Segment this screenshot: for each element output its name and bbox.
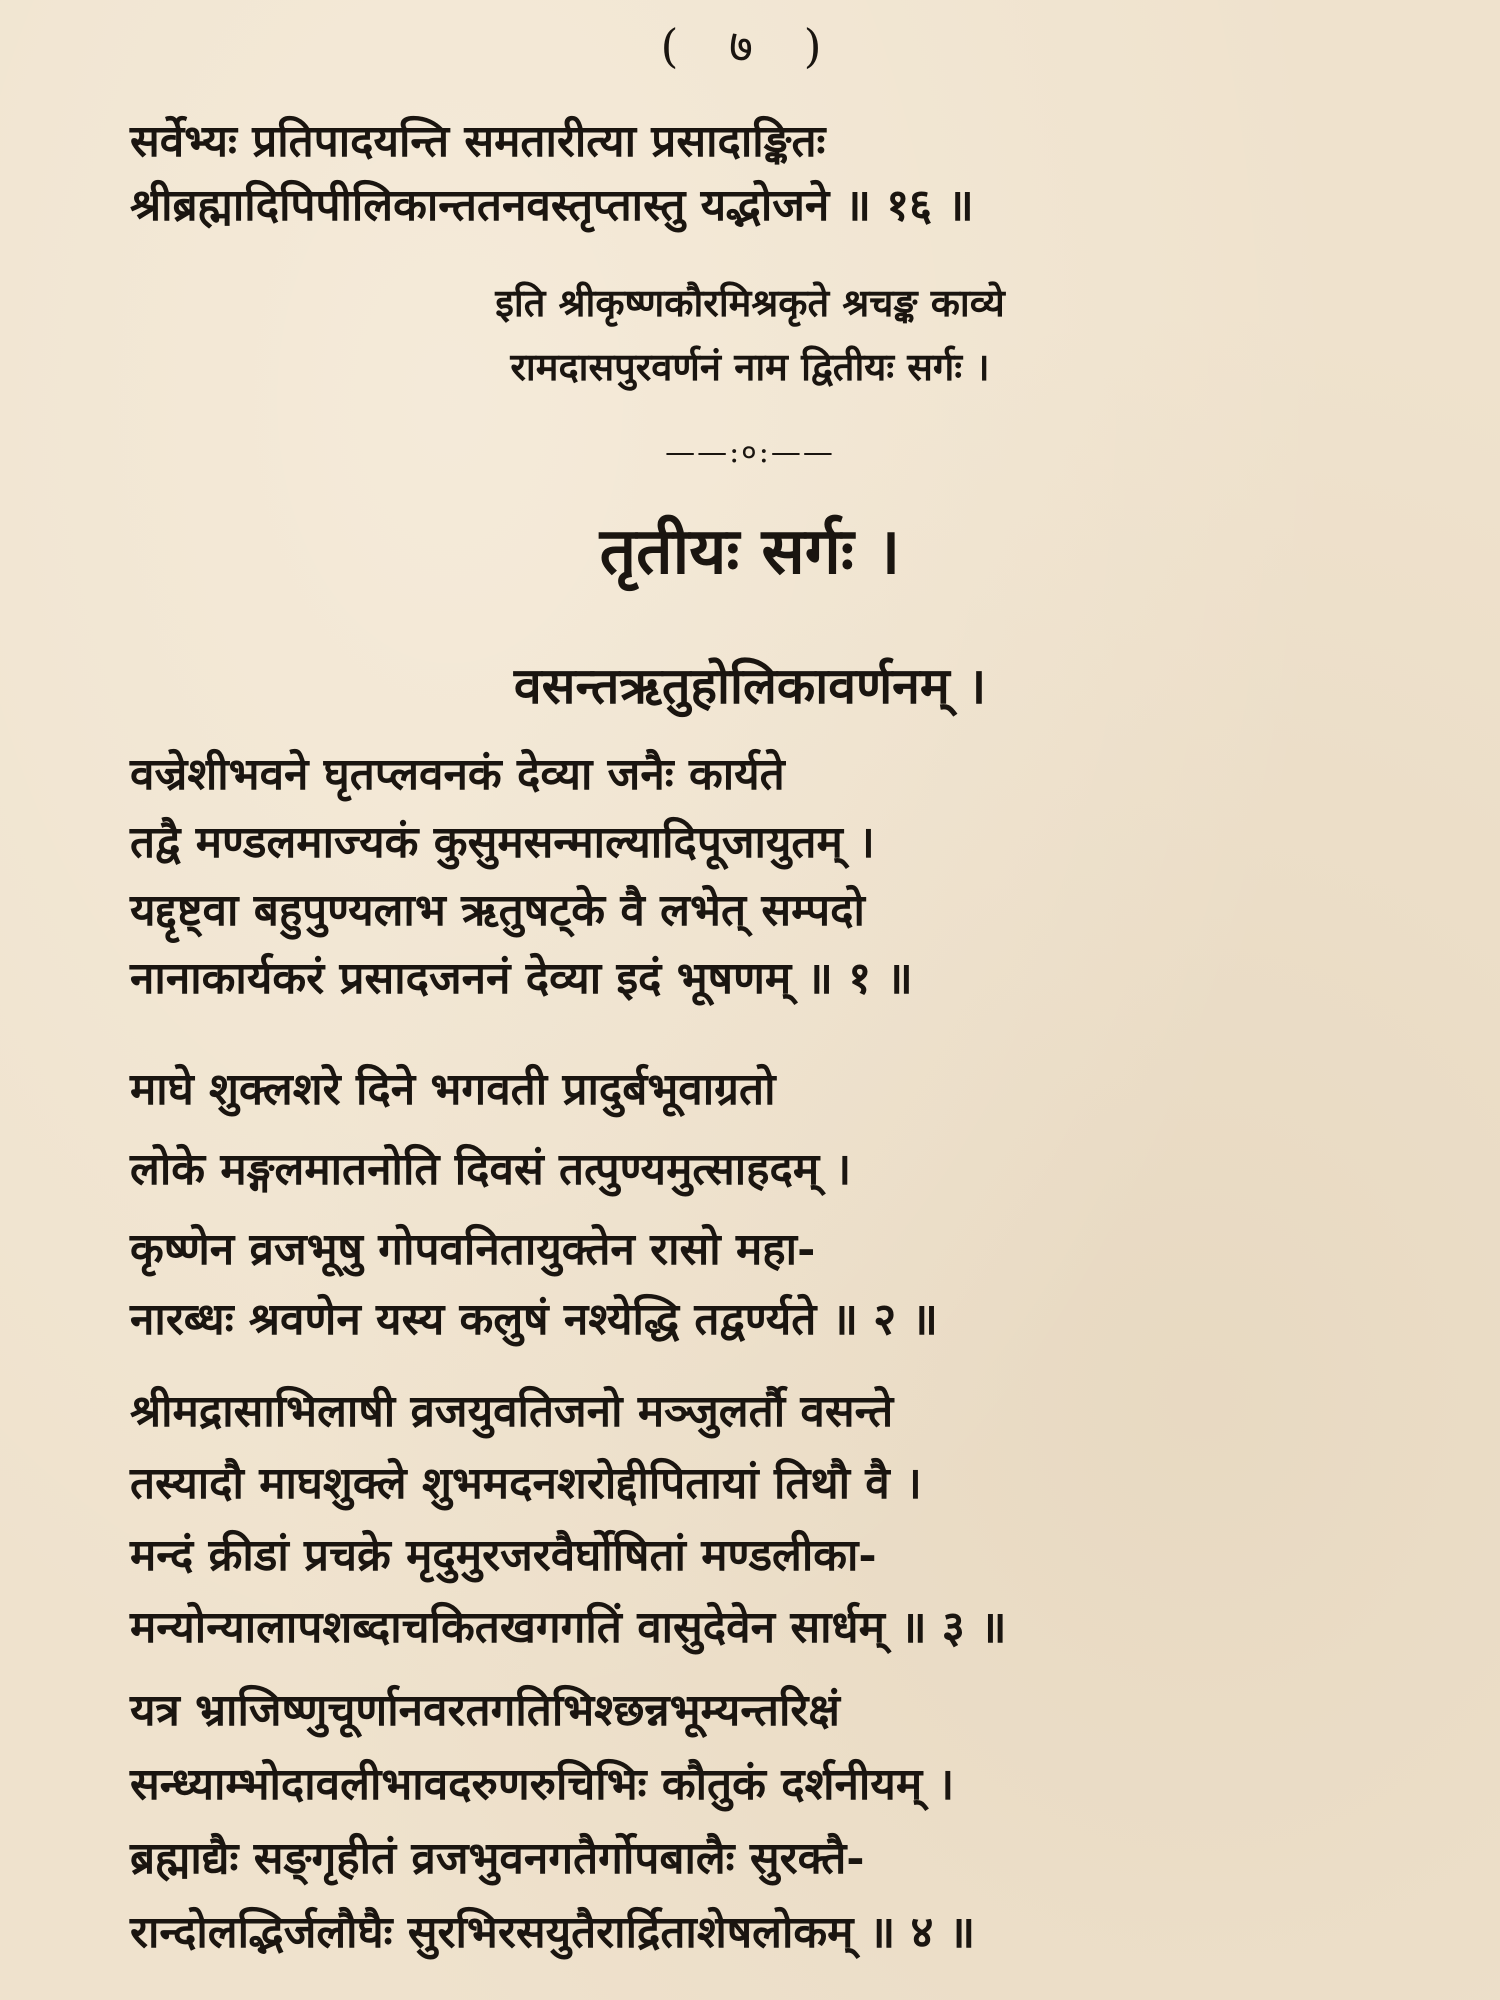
verse-line: श्रीमद्रासाभिलाषी व्रजयुवतिजनो मञ्जुलर्तौ वसन्ते	[130, 1386, 894, 1437]
verse-3	[130, 1387, 1410, 1675]
verse-line: लोके मङ्गलमातनोति दिवसं तत्पुण्यमुत्साहदम् ।	[130, 1144, 852, 1195]
verse-line: तस्यादौ माघशुक्ले शुभमदनशरोद्दीपितायां तिथौ वै ।	[130, 1458, 922, 1509]
colophon-line-2: रामदासपुरवर्णनं नाम द्वितीयः सर्गः ।	[510, 344, 990, 389]
verse-line: नारब्धः श्रवणेन यस्य कलुषं नश्येद्धि तद्वर्ण्यते ॥ २ ॥	[130, 1294, 938, 1345]
verse-1	[130, 750, 1410, 1022]
verse-line: कृष्णेन व्रजभूषु गोपवनितायुक्तेन रासो महा-	[130, 1224, 816, 1275]
verse-line: मन्दं क्रीडां प्रचक्रे मृदुमुरजरवैर्घोषितां मण्डलीका-	[130, 1530, 877, 1581]
section-divider: ——:०:——	[665, 435, 835, 470]
verse-line: नानाकार्यकरं प्रसादजननं देव्या इदं भूषणम् ॥ १ ॥	[130, 953, 913, 1004]
verse-line: यद्दृष्ट्वा बहुपुण्यलाभ ऋतुषट्के वै लभेत् सम्पदो	[130, 885, 865, 936]
section-title: वसन्तऋतुहोलिकावर्णनम् ।	[513, 656, 987, 715]
verse-line: सन्ध्याम्भोदावलीभावदरुणरुचिभिः कौतुकं दर्शनीयम् ।	[130, 1759, 955, 1810]
verse-line: ब्रह्माद्यैः सङ्गृहीतं व्रजभुवनगतैर्गोपबालैः सुरक्तै-	[130, 1833, 865, 1884]
verse-2	[130, 1065, 1410, 1365]
colophon-line-1: इति श्रीकृष्णकौरमिश्रकृते श्रचङ्क काव्ये	[495, 280, 1005, 325]
verse-line: वज्रेशीभवने घृतप्लवनकं देव्या जनैः कार्यते	[130, 749, 785, 800]
canto-title: तृतीयः सर्गः ।	[599, 514, 901, 589]
previous-verse	[130, 117, 1410, 231]
verse-4	[130, 1686, 1410, 1982]
verse-line: माघे शुक्लशरे दिने भगवती प्रादुर्बभूवाग्रतो	[130, 1064, 776, 1115]
verse-line: रान्दोलद्भिर्जलौघैः सुरभिरसयुतैरार्द्रिताशेषलोकम् ॥ ४ ॥	[130, 1907, 976, 1958]
verse-line: सर्वेभ्यः प्रतिपादयन्ति समतारीत्या प्रसादाङ्कितः	[130, 116, 826, 167]
page-number: ( ७ )	[660, 19, 840, 73]
verse-line: तद्वै मण्डलमाज्यकं कुसुमसन्माल्यादिपूजायुतम् ।	[130, 817, 875, 868]
verse-line: श्रीब्रह्मादिपिपीलिकान्ततनवस्तृप्तास्तु यद्भोजने ॥ १६ ॥	[130, 180, 974, 231]
verse-line: यत्र भ्राजिष्णुचूर्णानवरतगतिभिश्छन्नभूम्यन्तरिक्षं	[130, 1685, 840, 1736]
verse-line: मन्योन्यालापशब्दाचकितखगगतिं वासुदेवेन सार्धम् ॥ ३ ॥	[130, 1602, 1007, 1653]
